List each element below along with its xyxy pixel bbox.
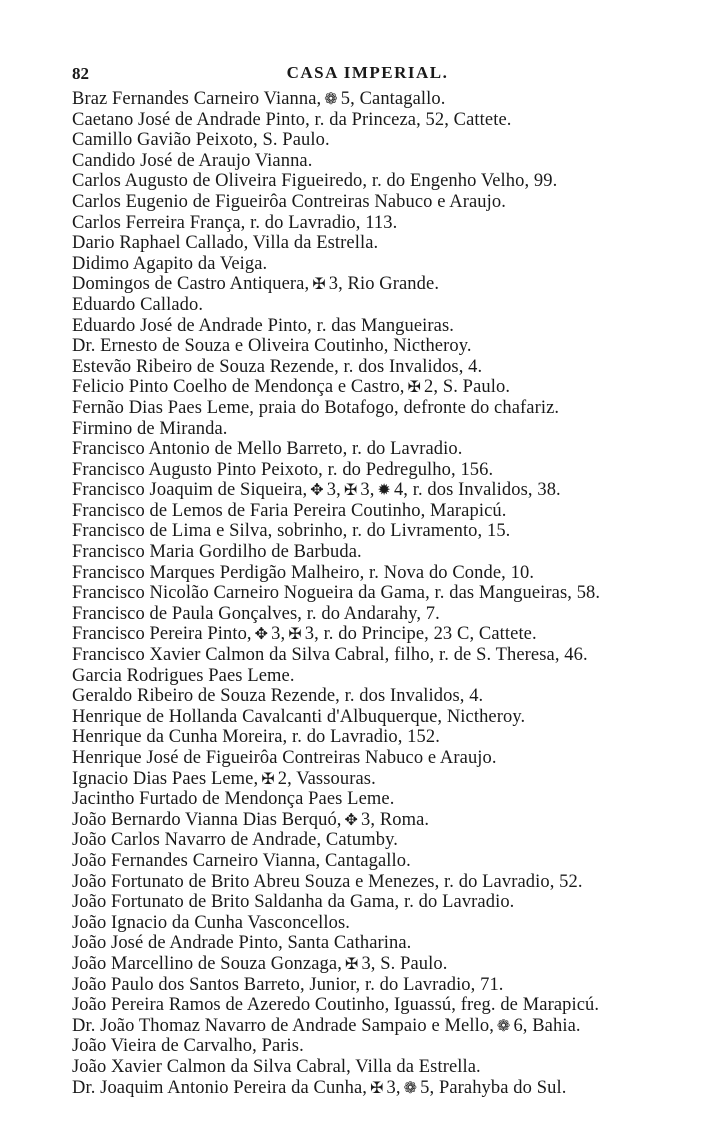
- list-item: [72, 851, 692, 872]
- entry-text: Francisco Xavier Calmon da Silva Cabral, filho, r. de S. Theresa, 46.: [72, 645, 588, 666]
- cross-order-icon: ✠: [344, 953, 359, 973]
- entry-text: Dario Raphael Callado, Villa da Estrella.: [72, 233, 379, 254]
- list-item: [72, 233, 692, 254]
- entry-text: Domingos de Castro Antiquera,: [72, 274, 310, 295]
- entry-text: Candido José de Araujo Vianna.: [72, 150, 313, 171]
- entry-text: João Fernandes Carneiro Vianna, Cantagallo.: [72, 850, 411, 871]
- entry-text: João Fortunato de Brito Saldanha da Gama, r. do Lavradio.: [72, 892, 515, 913]
- entry-text: Camillo Gavião Peixoto, S. Paulo.: [72, 130, 330, 151]
- entry-text: Estevão Ribeiro de Souza Rezende, r. dos Invalidos, 4.: [72, 356, 483, 377]
- entry-text: João Paulo dos Santos Barreto, Junior, r. do Lavradio, 71.: [72, 974, 504, 995]
- entry-text: Francisco Pereira Pinto,: [72, 624, 252, 645]
- list-item: [72, 892, 692, 913]
- list-item: [72, 89, 692, 110]
- entry-text: 3, Roma.: [361, 809, 430, 830]
- entry-text: 6, Bahia.: [513, 1015, 581, 1036]
- list-item: [72, 583, 692, 604]
- entry-text: Francisco Augusto Pinto Peixoto, r. do Pedregulho, 156.: [72, 459, 494, 480]
- list-item: [72, 769, 692, 790]
- entry-text: Ignacio Dias Paes Leme,: [72, 768, 259, 789]
- entry-text: João Marcellino de Souza Gonzaga,: [72, 953, 342, 974]
- list-item: [72, 707, 692, 728]
- entry-text: 2, Vassouras.: [277, 768, 376, 789]
- list-item: [72, 542, 692, 563]
- cross-order-icon: ✠: [288, 624, 302, 644]
- list-item: [72, 1078, 692, 1099]
- entry-text: 2, S. Paulo.: [424, 377, 511, 398]
- entry-text: Didimo Agapito da Veiga.: [72, 253, 268, 274]
- list-item: [72, 254, 692, 275]
- list-item: [72, 872, 692, 893]
- running-title: CASA IMPERIAL.: [286, 63, 449, 82]
- star-order-icon: ✹: [377, 480, 391, 500]
- entry-text: Felicio Pinto Coelho de Mendonça e Castro,: [72, 377, 405, 398]
- list-item: [72, 110, 692, 131]
- list-item: [72, 357, 692, 378]
- list-item: [72, 192, 692, 213]
- entry-text: Francisco Marques Perdigão Malheiro, r. Nova do Conde, 10.: [72, 562, 535, 583]
- entry-text: Francisco de Paula Gonçalves, r. do Andarahy, 7.: [72, 603, 440, 624]
- entry-text: Geraldo Ribeiro de Souza Rezende, r. dos Invalidos, 4.: [72, 686, 484, 707]
- entry-text: 3,: [360, 480, 375, 501]
- cross-order-icon: ✠: [261, 768, 275, 788]
- rose-order-icon: ❁: [496, 1015, 511, 1035]
- cross-order-icon: ✠: [312, 274, 326, 294]
- cross-order-icon: ✠: [407, 377, 422, 397]
- entry-text: Jacintho Furtado de Mendonça Paes Leme.: [72, 789, 395, 810]
- list-item: [72, 151, 692, 172]
- list-item: [72, 316, 692, 337]
- entry-text: João Ignacio da Cunha Vasconcellos.: [72, 912, 351, 933]
- list-item: [72, 604, 692, 625]
- entry-text: Henrique José de Figueirôa Contreiras Nabuco e Araujo.: [72, 748, 497, 768]
- entry-text: Francisco de Lemos de Faria Pereira Coutinho, Marapicú.: [72, 500, 507, 521]
- entry-text: João Bernardo Vianna Dias Berquó,: [72, 809, 342, 830]
- list-item: [72, 686, 692, 707]
- name-list: [72, 89, 692, 1098]
- entry-text: Henrique da Cunha Moreira, r. do Lavradio, 152.: [72, 727, 440, 748]
- entry-text: 3,: [271, 624, 286, 645]
- entry-text: Dr. João Thomaz Navarro de Andrade Sampaio e Mello,: [72, 1015, 494, 1036]
- list-item: [72, 645, 692, 666]
- entry-text: Francisco Nicolão Carneiro Nogueira da Gama, r. das Mangueiras, 58.: [72, 583, 601, 604]
- entry-text: Francisco Antonio de Mello Barreto, r. do Lavradio.: [72, 439, 463, 460]
- christ-order-icon: ✥: [344, 809, 359, 829]
- list-item: [72, 398, 692, 419]
- rose-order-icon: ❁: [403, 1077, 418, 1097]
- entry-text: 3, Rio Grande.: [328, 274, 440, 295]
- entry-text: Carlos Eugenio de Figueirôa Contreiras Nabuco e Araujo.: [72, 191, 506, 212]
- entry-text: João Pereira Ramos de Azeredo Coutinho, Iguassú, freg. de Marapicú.: [72, 995, 600, 1016]
- list-item: [72, 995, 692, 1016]
- entry-text: João José de Andrade Pinto, Santa Catharina.: [72, 933, 412, 954]
- entry-text: Eduardo José de Andrade Pinto, r. das Mangueiras.: [72, 315, 455, 336]
- list-item: [72, 439, 692, 460]
- list-item: [72, 830, 692, 851]
- list-item: [72, 1016, 692, 1037]
- entry-text: Francisco Joaquim de Siqueira,: [72, 480, 308, 501]
- christ-order-icon: ✥: [310, 480, 324, 500]
- list-item: [72, 521, 692, 542]
- list-item: [72, 336, 692, 357]
- entry-text: Francisco Maria Gordilho de Barbuda.: [72, 542, 362, 563]
- entry-text: Francisco de Lima e Silva, sobrinho, r. do Livramento, 15.: [72, 521, 511, 542]
- list-item: [72, 727, 692, 748]
- list-item: [72, 748, 692, 769]
- entry-text: João Fortunato de Brito Abreu Souza e Menezes, r. do Lavradio, 52.: [72, 871, 583, 892]
- list-item: [72, 377, 692, 398]
- entry-text: 5, Parahyba do Sul.: [420, 1077, 567, 1098]
- entry-text: Dr. Joaquim Antonio Pereira da Cunha,: [72, 1077, 368, 1098]
- entry-text: João Vieira de Carvalho, Paris.: [72, 1036, 304, 1057]
- entry-text: 4, r. dos Invalidos, 38.: [393, 480, 561, 501]
- rose-order-icon: ❁: [324, 89, 338, 108]
- list-item: [72, 624, 692, 645]
- list-item: [72, 171, 692, 192]
- entry-text: Carlos Augusto de Oliveira Figueiredo, r. do Engenho Velho, 99.: [72, 171, 558, 192]
- page-number: 82: [72, 64, 89, 83]
- entry-text: Braz Fernandes Carneiro Vianna,: [72, 89, 322, 109]
- list-item: [72, 975, 692, 996]
- list-item: [72, 954, 692, 975]
- entry-text: Eduardo Callado.: [72, 294, 204, 315]
- entry-text: 3,: [386, 1077, 401, 1098]
- list-item: [72, 480, 692, 501]
- entry-text: Henrique de Hollanda Cavalcanti d'Albuquerque, Nictheroy.: [72, 706, 526, 727]
- list-item: [72, 274, 692, 295]
- entry-text: 5, Cantagallo.: [340, 89, 446, 109]
- list-item: [72, 666, 692, 687]
- list-item: [72, 933, 692, 954]
- entry-text: João Carlos Navarro de Andrade, Catumby.: [72, 830, 398, 851]
- christ-order-icon: ✥: [254, 624, 269, 644]
- list-item: [72, 789, 692, 810]
- entry-text: João Xavier Calmon da Silva Cabral, Villa da Estrella.: [72, 1056, 481, 1077]
- list-item: [72, 1036, 692, 1057]
- entry-text: Garcia Rodrigues Paes Leme.: [72, 665, 295, 686]
- entry-text: 3,: [326, 480, 341, 501]
- list-item: [72, 130, 692, 151]
- list-item: [72, 810, 692, 831]
- list-item: [72, 419, 692, 440]
- entry-text: Dr. Ernesto de Souza e Oliveira Coutinho, Nictheroy.: [72, 336, 472, 357]
- list-item: [72, 1057, 692, 1078]
- entry-text: Firmino de Miranda.: [72, 418, 228, 439]
- list-item: [72, 501, 692, 522]
- cross-order-icon: ✠: [343, 480, 358, 500]
- entry-text: 3, S. Paulo.: [361, 953, 448, 974]
- entry-text: Caetano José de Andrade Pinto, r. da Princeza, 52, Cattete.: [72, 109, 512, 130]
- entry-text: 3, r. do Principe, 23 C, Cattete.: [304, 624, 537, 645]
- entry-text: Carlos Ferreira França, r. do Lavradio, 113.: [72, 212, 398, 233]
- list-item: [72, 563, 692, 584]
- list-item: [72, 460, 692, 481]
- entry-text: Fernão Dias Paes Leme, praia do Botafogo, defronte do chafariz.: [72, 397, 560, 418]
- cross-order-icon: ✠: [370, 1077, 384, 1097]
- list-item: [72, 213, 692, 234]
- list-item: [72, 295, 692, 316]
- list-item: [72, 913, 692, 934]
